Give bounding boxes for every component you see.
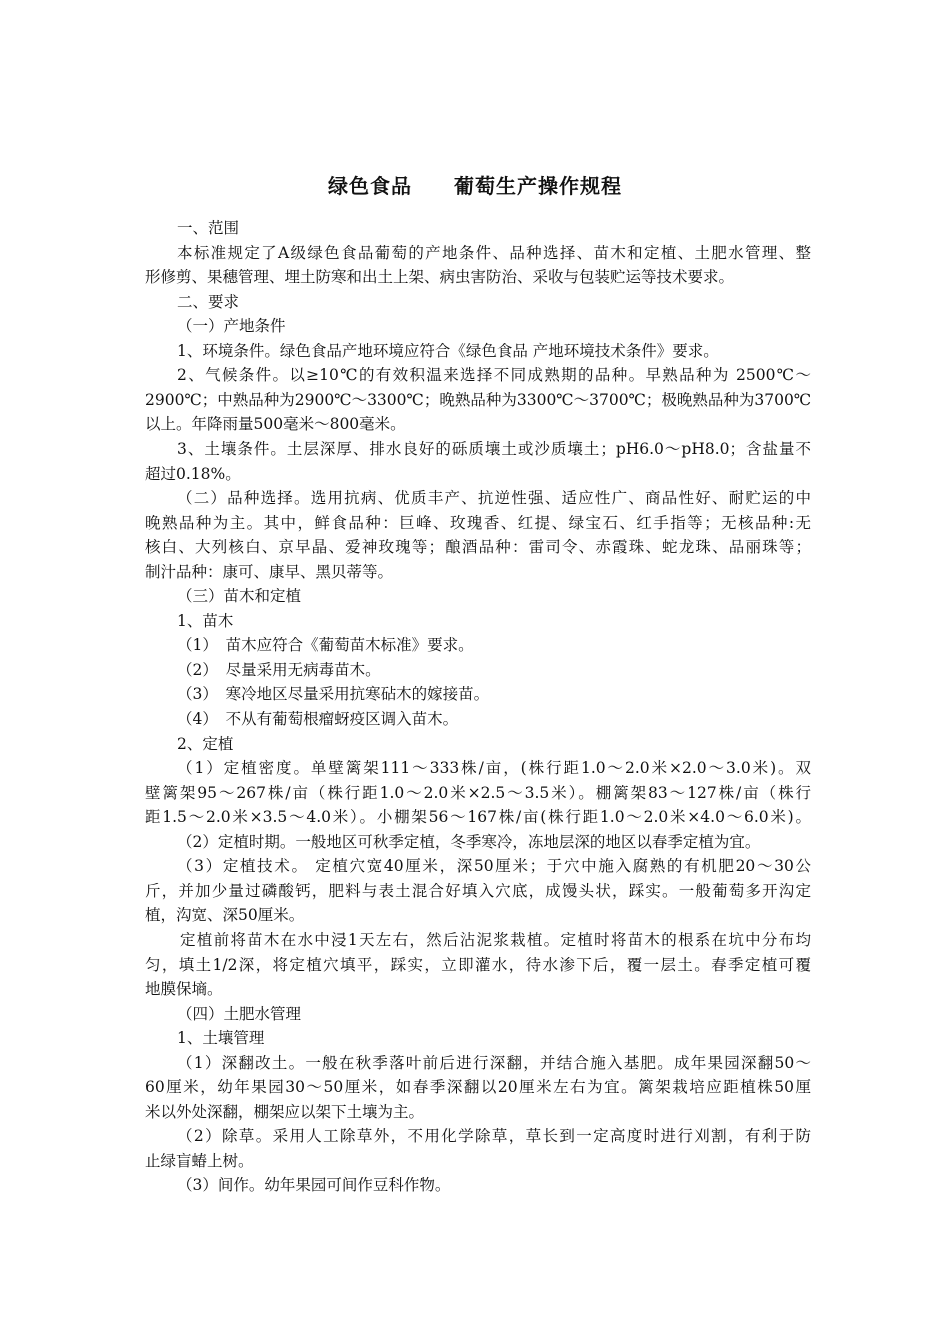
body-line: （二）品种选择。选用抗病、优质丰产、抗逆性强、适应性广、商品性好、耐贮运的中	[177, 489, 811, 508]
body-line: 以上。年降雨量500毫米～800毫米。	[145, 415, 406, 434]
body-line: （4） 不从有葡萄根瘤蚜疫区调入苗木。	[177, 710, 459, 728]
body-line: 2、定植	[177, 734, 234, 753]
body-line: 1、苗木	[177, 611, 234, 630]
body-line: 1、环境条件。绿色食品产地环境应符合《绿色食品 产地环境技术条件》要求。	[177, 341, 719, 360]
body-line: 匀，填土1/2深，将定植穴填平，踩实，立即灌水，待水渗下后，覆一层土。春季定植可覆	[145, 955, 811, 974]
body-line: 2900℃；中熟品种为2900℃～3300℃；晚熟品种为3300℃～3700℃；极晚熟品种为3700℃	[145, 390, 811, 409]
body-line: 壁篱架95～267株/亩（株行距1.0～2.0米×2.5～3.5米）。棚篱架83～127株/亩（株行	[145, 783, 811, 802]
body-line: （2）除草。采用人工除草外，不用化学除草，草长到一定高度时进行刈割，有利于防	[177, 1127, 811, 1146]
body-line: 距1.5～2.0米×3.5～4.0米）。小棚架56～167株/亩(株行距1.0～2.0米×4.0～6.0米)。	[145, 808, 811, 827]
body-line: 本标准规定了A级绿色食品葡萄的产地条件、品种选择、苗木和定植、土肥水管理、整	[177, 243, 811, 262]
body-line: （3）定植技术。 定植穴宽40厘米，深50厘米；于穴中施入腐熟的有机肥20～30公	[177, 857, 811, 876]
body-line: 止绿盲蝽上树。	[145, 1151, 254, 1170]
body-line: 制汁品种：康可、康早、黑贝蒂等。	[145, 562, 394, 581]
body-line: （三）苗木和定植	[177, 587, 302, 606]
body-line: 二、要求	[177, 292, 240, 311]
body-line: 1、土壤管理	[177, 1029, 265, 1048]
body-line: 3、土壤条件。土层深厚、排水良好的砾质壤土或沙质壤土；pH6.0～pH8.0；含盐量不	[177, 439, 811, 458]
body-line: （2） 尽量采用无病毒苗木。	[177, 660, 381, 679]
body-line: 超过0.18%。	[145, 464, 241, 483]
body-line: 晚熟品种为主。其中，鲜食品种：巨峰、玫瑰香、红提、绿宝石、红手指等；无核品种:无	[145, 513, 811, 532]
body-line: 米以外处深翻，棚架应以架下土壤为主。	[145, 1102, 425, 1121]
body-line: 定植前将苗木在水中浸1天左右，然后沾泥浆栽植。定植时将苗木的根系在坑中分布均	[180, 930, 811, 949]
body-line: （1）定植密度。单壁篱架111～333株/亩，(株行距1.0～2.0米×2.0～3.0米)。双	[177, 759, 811, 778]
body-line: （3）间作。幼年果园可间作豆科作物。	[177, 1176, 451, 1195]
body-line: 斤，并加少量过磷酸钙，肥料与表土混合好填入穴底，成馒头状，踩实。一般葡萄多开沟定	[145, 881, 811, 900]
body-line: 一、范围	[177, 219, 240, 237]
body-line: （四）土肥水管理	[177, 1004, 302, 1023]
body-line: 形修剪、果穗管理、埋土防寒和出土上架、病虫害防治、采收与包装贮运等技术要求。	[145, 268, 735, 287]
body-line: 地膜保墒。	[145, 980, 223, 999]
body-line: 核白、大列核白、京早晶、爱神玫瑰等；酿酒品种：雷司令、赤霞珠、蛇龙珠、品丽珠等；	[145, 538, 811, 557]
body-line: （1）深翻改土。一般在秋季落叶前后进行深翻，并结合施入基肥。成年果园深翻50～	[177, 1053, 811, 1072]
body-line: （1） 苗木应符合《葡萄苗木标准》要求。	[177, 636, 474, 655]
body-line: （3） 寒冷地区尽量采用抗寒砧木的嫁接苗。	[177, 685, 490, 704]
body-line: 2、气候条件。以≥10℃的有效积温来选择不同成熟期的品种。早熟品种为 2500℃～	[177, 366, 811, 385]
body-line: （一）产地条件	[177, 317, 286, 336]
document-title: 绿色食品 葡萄生产操作规程	[328, 174, 622, 198]
body-line: 植，沟宽、深50厘米。	[145, 906, 305, 925]
body-line: 60厘米，幼年果园30～50厘米，如春季深翻以20厘米左右为宜。篱架栽培应距植株50厘	[145, 1078, 811, 1097]
body-line: （2）定植时期。一般地区可秋季定植，冬季寒冷，冻地层深的地区以春季定植为宜。	[177, 832, 761, 851]
